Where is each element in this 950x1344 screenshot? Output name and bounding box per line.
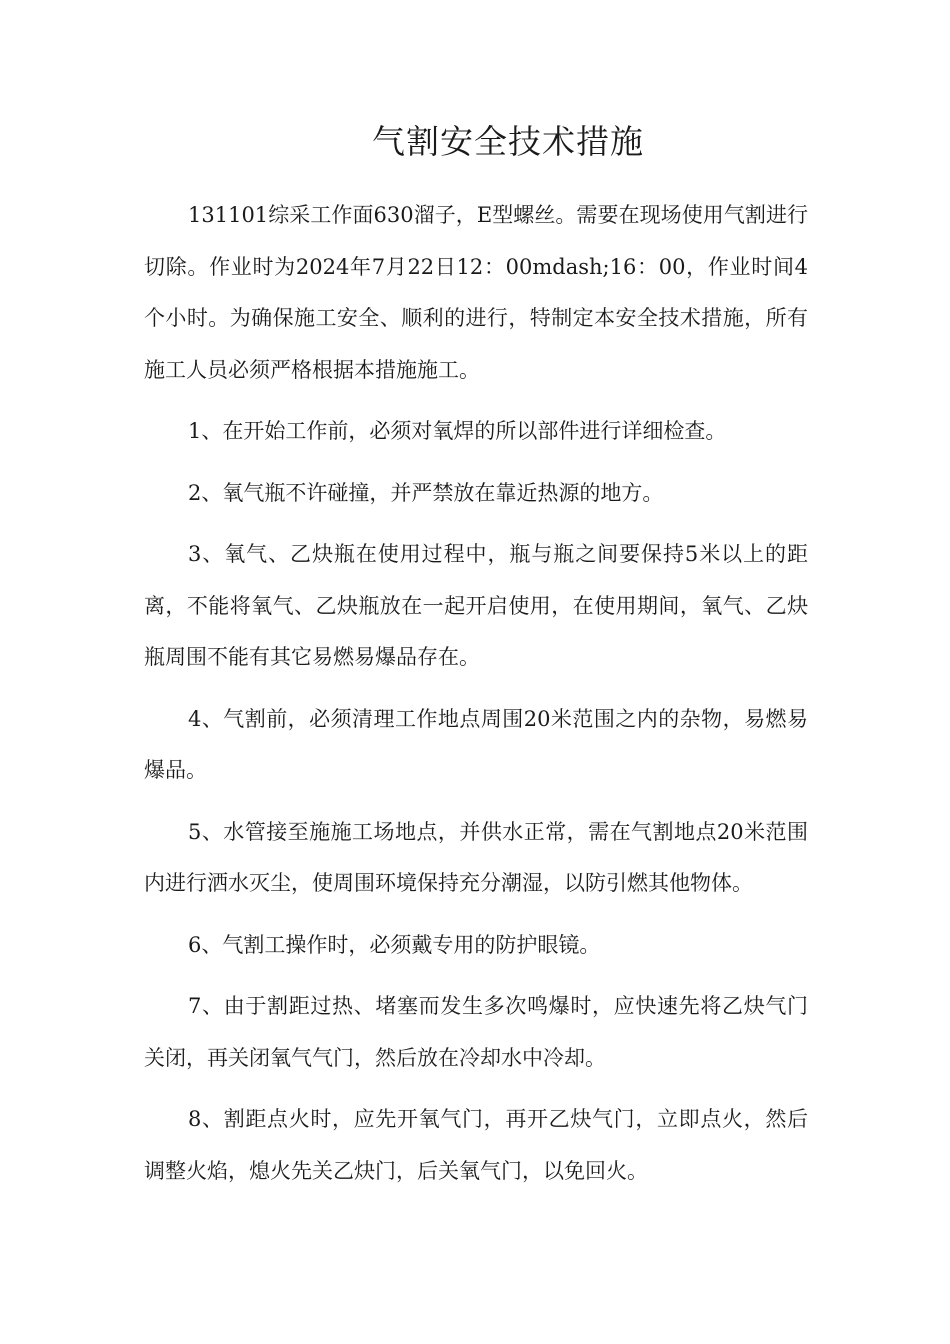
measure-item-1: 1、在开始工作前，必须对氧焊的所以部件进行详细检查。	[188, 419, 727, 443]
measure-item-3: 3、氧气、乙炔瓶在使用过程中，瓶与瓶之间要保持5米以上的距离，不能将氧气、乙炔瓶放在一起开启使用，在使用期间，氧气、乙炔瓶周围不能有其它易燃易爆品存在。	[144, 542, 808, 669]
document-body	[144, 190, 808, 1207]
intro-paragraph: 131101综采工作面630溜子，E型螺丝。需要在现场使用气割进行切除。作业时为2024年7月22日12：00mdash;16：00，作业时间4个小时。为确保施工安全、顺利的进行，特制定本安全技术措施，所有施工人员必须严格根据本措施施工。	[144, 203, 808, 382]
measure-item-7: 7、由于割距过热、堵塞而发生多次鸣爆时，应快速先将乙炔气门关闭，再关闭氧气气门，然后放在冷却水中冷却。	[144, 994, 808, 1070]
document-title: 气割安全技术措施	[372, 122, 644, 161]
measure-item-5: 5、水管接至施施工场地点，并供水正常，需在气割地点20米范围内进行洒水灭尘，使周围环境保持充分潮湿，以防引燃其他物体。	[144, 819, 808, 895]
measure-item-4: 4、气割前，必须清理工作地点周围20米范围之内的杂物，易燃易爆品。	[144, 706, 808, 782]
measure-item-2: 2、氧气瓶不许碰撞，并严禁放在靠近热源的地方。	[188, 480, 664, 505]
measure-item-8: 8、割距点火时，应先开氧气门，再开乙炔气门，立即点火，然后调整火焰，熄火先关乙炔门，后关氧气门，以免回火。	[144, 1107, 808, 1183]
measure-item-6: 6、气割工操作时，必须戴专用的防护眼镜。	[188, 932, 601, 957]
